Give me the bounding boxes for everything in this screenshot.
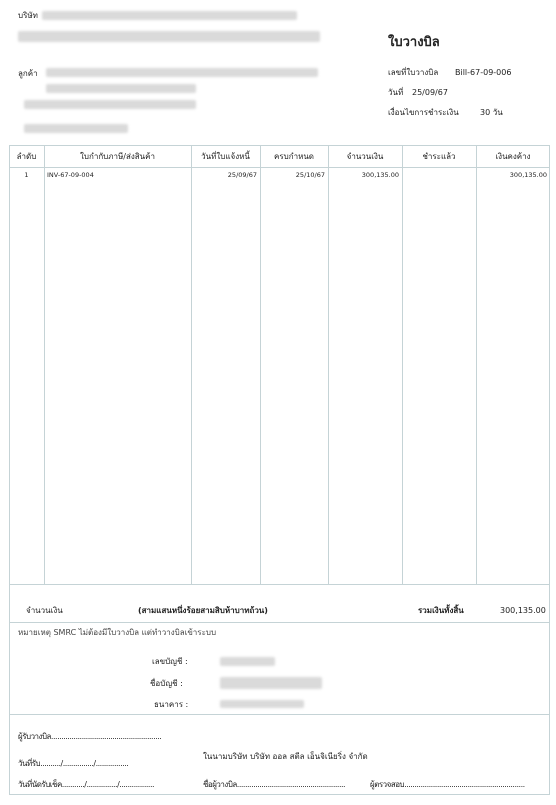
bill-no-value: Bill-67-09-006 [455,68,512,77]
row-due-date: 25/10/67 [295,171,325,179]
row-invoice: INV-67-09-004 [47,171,94,179]
col-header-no: ลำดับ [16,152,37,161]
remark: หมายเหตุ SMRC ไม่ต้องมีใบวางบิล แต่ทำวางบิลเข้าระบบ [18,628,217,637]
biller-name-line: ชื่อผู้วางบิล..................................................... [203,780,346,789]
company-address-redacted [18,31,320,42]
row-amount: 300,135.00 [361,171,399,179]
customer-taxid-redacted [24,124,128,133]
checker-line: ผู้ตรวจสอบ........................................................... [370,780,525,789]
bank-label: ธนาคาร : [154,700,189,709]
bill-no-label: เลขที่ใบวางบิล [388,68,439,77]
amount-in-words: (สามแสนหนึ่งร้อยสามสิบห้าบาทถ้วน) [138,606,268,615]
company-name-redacted [42,11,297,20]
col-header-amount: จำนวนเงิน [346,152,384,161]
customer-address-1-redacted [46,84,196,93]
body-bottom-divider [9,584,550,585]
account-no-label: เลขบัญชี : [152,657,188,666]
summary-divider [9,622,550,623]
account-name-label: ชื่อบัญชี : [150,679,183,688]
document-title: ใบวางบิล [388,35,440,50]
account-name-redacted [220,677,322,689]
total-value: 300,135.00 [500,606,546,615]
total-label: รวมเงินทั้งสิ้น [418,606,464,615]
date-value: 25/09/67 [412,88,448,97]
col-header-invoice: ใบกำกับภาษี/ส่งสินค้า [80,152,155,161]
date-label: วันที่ [388,88,404,97]
customer-address-2-redacted [24,100,196,109]
col-header-balance: เงินคงค้าง [495,152,531,161]
row-invoice-date: 25/09/67 [227,171,257,179]
on-behalf-company: ในนามบริษัท บริษัท ออล สตีล เอ็นจิเนียริ่ง จำกัด [203,752,368,761]
biller-signature-line: ผู้รับวางบิล...................................................... [18,732,162,741]
company-label: บริษัท [18,11,38,20]
row-paid [402,168,473,182]
bank-name-redacted [220,700,304,708]
row-no: 1 [24,171,29,179]
customer-name-redacted [46,68,318,77]
amount-label: จำนวนเงิน [26,606,63,615]
receive-date-line: วันที่รับ........../.............../................ [18,759,129,768]
row-balance: 300,135.00 [509,171,547,179]
bill-table-frame [9,145,550,795]
customer-label: ลูกค้า [18,69,38,78]
note-divider [9,714,550,715]
col-header-invoice-date: วันที่ใบแจ้งหนี้ [201,152,250,161]
terms-label: เงื่อนไขการชำระเงิน [388,108,459,117]
cheque-date-line: วันที่นัดรับเช็ค.........../.............../................. [18,780,155,789]
col-header-due: ครบกำหนด [274,152,314,161]
account-no-redacted [220,657,275,666]
col-header-paid: ชำระแล้ว [422,152,456,161]
terms-value: 30 วัน [480,108,503,117]
